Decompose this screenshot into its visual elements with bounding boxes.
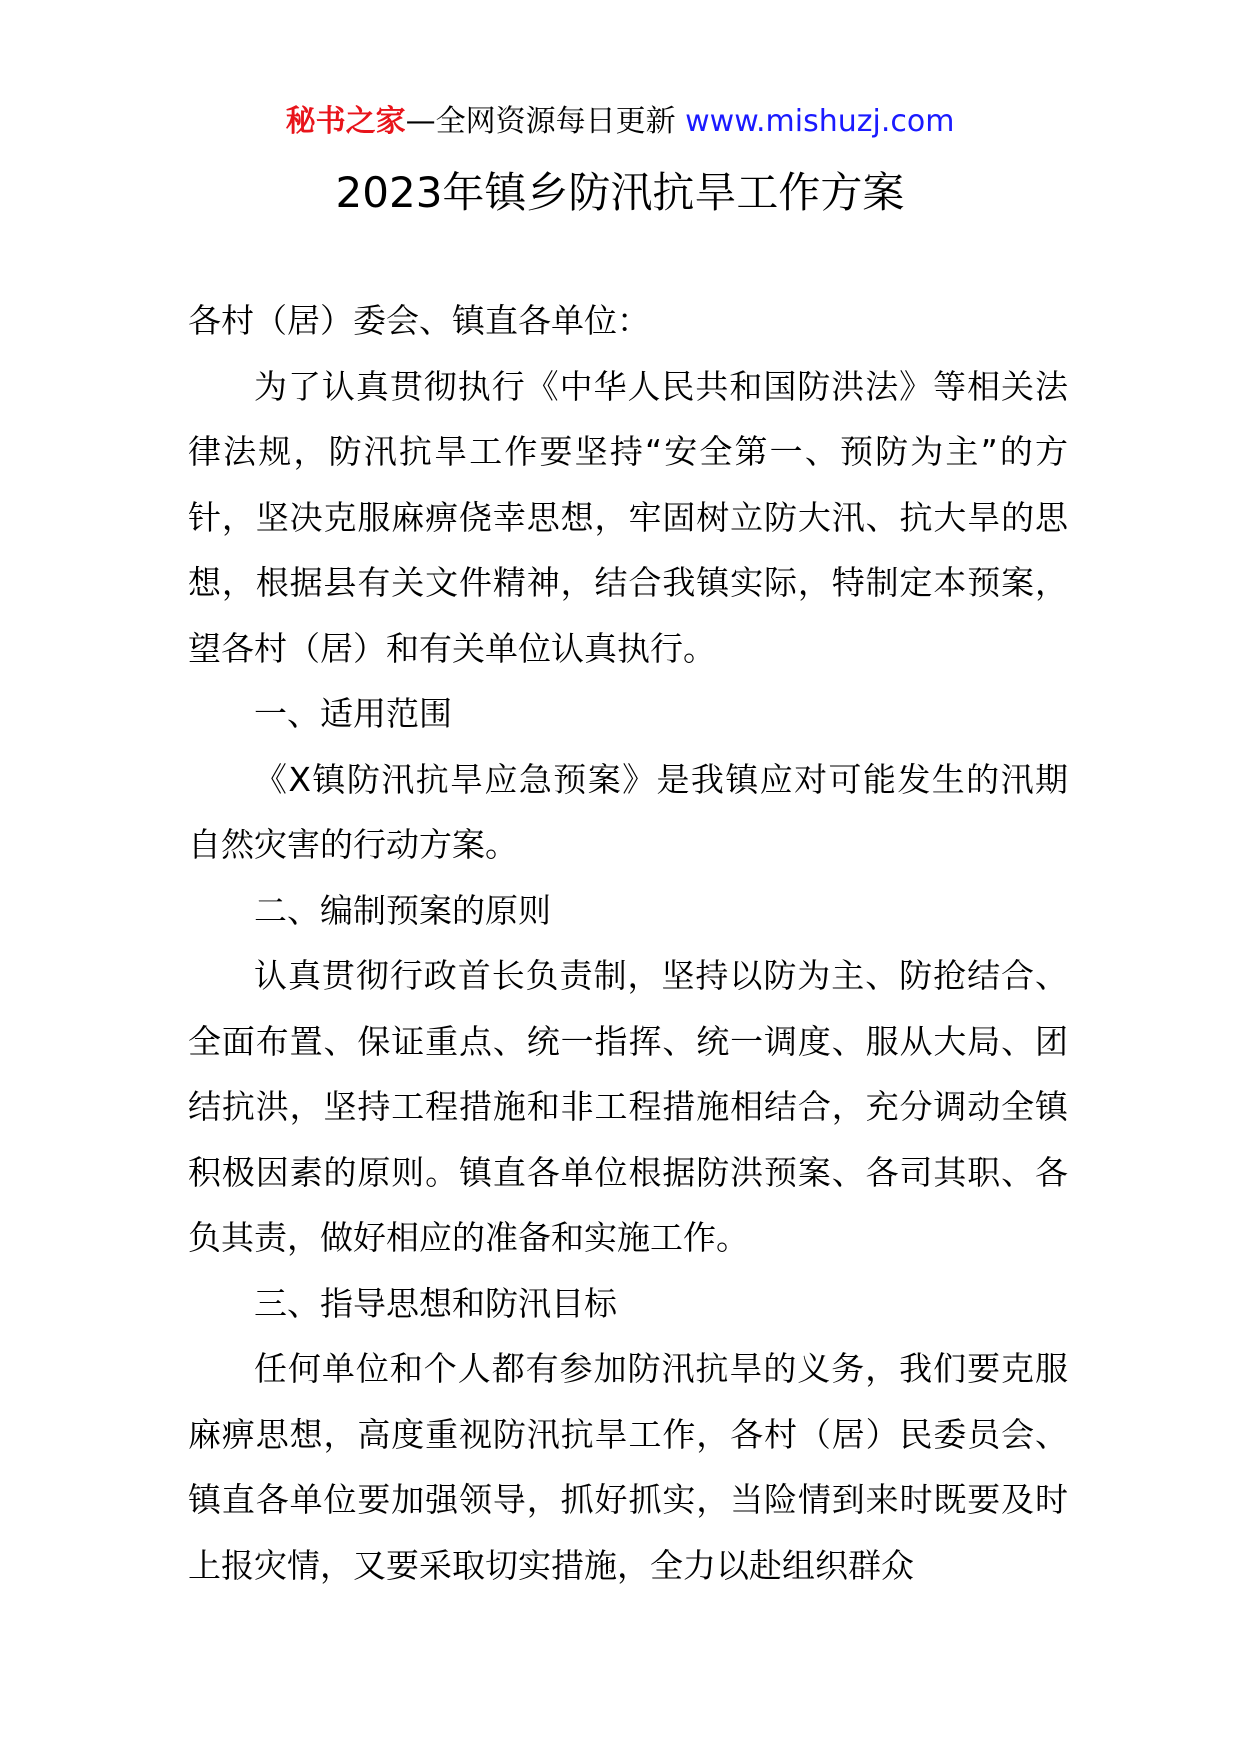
site-url-link[interactable]: www.mishuzj.com xyxy=(685,104,955,139)
salutation: 各村（居）委会、镇直各单位： xyxy=(188,301,650,340)
brand-name: 秘书之家 xyxy=(285,104,406,139)
paragraph-principles: 认真贯彻行政首长负责制，坚持以防为主、防抢结合、全面布置、保证重点、统一指挥、统一调度、服从大局、团结抗洪，坚持工程措施和非工程措施相结合，充分调动全镇积极因素的原则。镇直各单位根据防洪预案、各司其职、各负其责，做好相应的准备和实施工作。 xyxy=(188,956,1068,1257)
paragraph-intro: 为了认真贯彻执行《中华人民共和国防洪法》等相关法律法规，防汛抗旱工作要坚持“安全第一、预防为主”的方针，坚决克服麻痹侥幸思想，牢固树立防大汛、抗大旱的思想，根据县有关文件精神，结合我镇实际，特制定本预案，望各村（居）和有关单位认真执行。 xyxy=(188,366,1068,668)
paragraph-scope: 《X镇防汛抗旱应急预案》是我镇应对可能发生的汛期自然灾害的行动方案。 xyxy=(188,759,1068,864)
document-title: 2023年镇乡防汛抗旱工作方案 xyxy=(335,168,905,217)
paragraph-guidance: 任何单位和个人都有参加防汛抗旱的义务，我们要克服麻痹思想，高度重视防汛抗旱工作，各村（居）民委员会、镇直各单位要加强领导，抓好抓实，当险情到来时既要及时上报灾情，又要采取切实措施，全力以赴组织群众 xyxy=(188,1349,1068,1585)
header-tagline: —全网资源每日更新 xyxy=(405,104,686,139)
section-heading-principles: 二、编制预案的原则 xyxy=(254,890,551,930)
section-heading-scope: 一、适用范围 xyxy=(254,694,452,733)
document-body xyxy=(188,288,1068,1598)
section-heading-guidance: 三、指导思想和防汛目标 xyxy=(254,1283,617,1323)
site-header xyxy=(0,100,1240,144)
